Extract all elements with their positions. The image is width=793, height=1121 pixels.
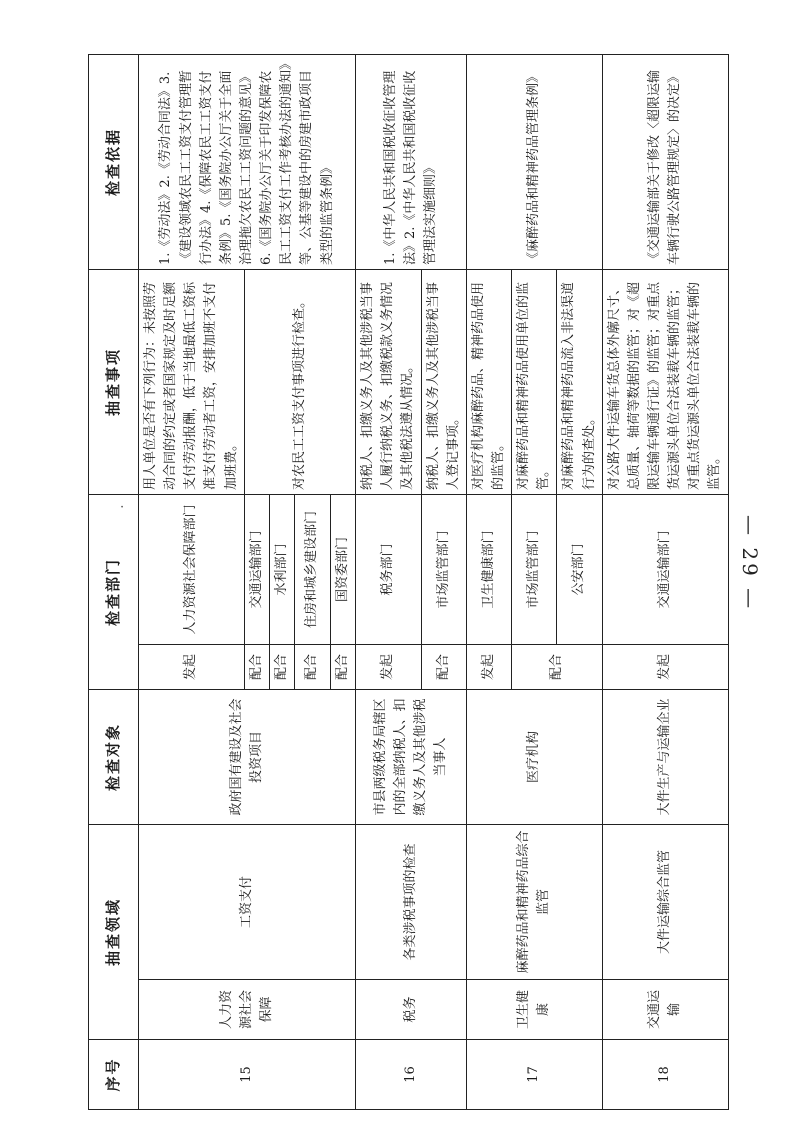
header-no: 序号: [89, 1040, 139, 1110]
role-cell: 配合: [512, 644, 603, 689]
category-cell: 交通运输: [602, 980, 728, 1040]
field-cell: 大件运输综合监管: [602, 824, 728, 979]
item-lead-cell: 纳税人、扣缴义务人及其他涉税当事人履行纳税义务、扣缴税款义务情况及其他税法遵从情况。: [356, 269, 421, 494]
item-lead-cell: 对公路大件运输车货总体外廓尺寸、总质量、轴荷等数据的监管；对《超限运输车辆通行证》的监管；对重点货运源头单位合法装载车辆的监管；对重点货运源头单位合法装载车辆的监管。: [602, 269, 728, 494]
table-row-17: [466, 54, 511, 1109]
role-cell: 配合: [244, 644, 269, 689]
category-cell: 税务: [356, 980, 467, 1040]
dept-cell: 市场监管部门: [512, 494, 557, 644]
role-cell: 发起: [139, 644, 245, 689]
header-row: [89, 54, 139, 1109]
category-cell: 卫生健康: [466, 980, 602, 1040]
role-cell: 配合: [294, 644, 330, 689]
table-row-18: [602, 54, 728, 1109]
role-cell: 配合: [269, 644, 294, 689]
role-cell: 配合: [421, 644, 466, 689]
row-number: 16: [356, 1040, 467, 1110]
object-cell: 大件生产与运输企业: [602, 689, 728, 824]
role-cell: 发起: [602, 644, 728, 689]
basis-cell: 《麻醉药品和精神药品管理条例》: [466, 54, 602, 269]
object-cell: 政府国有建设及社会投资项目: [139, 689, 356, 824]
dept-cell: 水利部门: [269, 494, 294, 644]
scan-dot: ·: [120, 500, 125, 515]
table-row-16: [356, 54, 421, 1109]
item-assist-cell: 对农民工工资支付事项进行检查。: [244, 269, 355, 494]
rotated-table-wrapper: [88, 55, 728, 1110]
dept-cell: 国资委部门: [330, 494, 355, 644]
row-number: 18: [602, 1040, 728, 1110]
basis-cell: 《交通运输部关于修改〈超限运输车辆行驶公路管理规定〉的决定》: [602, 54, 728, 269]
header-basis: 检查依据: [89, 54, 139, 269]
basis-cell: 1.《劳动法》2.《劳动合同法》3.《建设领域农民工工资支付管理暂行办法》4.《保障农民工工资支付条例》5.《国务院办公厅关于全面治理拖欠农民工工资问题的意见》6.《国务院办公厅关于印发保障农民工工资支付工作考核办法的通知》等、公基等建设中的房建市政项目类型的监管条例》: [139, 54, 356, 269]
inspection-table: [88, 54, 729, 1110]
field-cell: 工资支付: [139, 824, 356, 979]
category-cell: 人力资源社会保障: [139, 980, 356, 1040]
header-object: 检查对象: [89, 689, 139, 824]
basis-cell: 1.《中华人民共和国税收征收管理法》2.《中华人民共和国税收征收管理法实施细则》: [356, 54, 467, 269]
role-cell: 配合: [330, 644, 355, 689]
object-cell: 市县两级税务局辖区内的全部纳税人、扣缴义务人及其他涉税当事人: [356, 689, 467, 824]
field-cell: 各类涉税事项的检查: [356, 824, 467, 979]
page-number: — 29 —: [738, 515, 762, 612]
dept-cell: 交通运输部门: [244, 494, 269, 644]
dept-cell: 住房和城乡建设部门: [294, 494, 330, 644]
row-number: 15: [139, 1040, 356, 1110]
dept-cell: 税务部门: [356, 494, 421, 644]
item-lead-cell: 用人单位是否有下列行为：未按照劳动合同的约定或者国家规定及时足额支付劳动报酬，低于当地最低工资标准支付劳动者工资，安排加班不支付加班费。: [139, 269, 245, 494]
dept-cell: 人力资源社会保障部门: [139, 494, 245, 644]
item-assist-cell: 对麻醉药品和精神药品使用单位的监管。: [512, 269, 557, 494]
table-row-15: [139, 54, 245, 1109]
dept-cell: 市场监管部门: [421, 494, 466, 644]
header-field: 抽查领域: [89, 824, 139, 1039]
field-cell: 麻醉药品和精神药品综合监管: [466, 824, 602, 979]
row-number: 17: [466, 1040, 602, 1110]
item-assist-cell: 纳税人、扣缴义务人及其他涉税当事人登记事项。: [421, 269, 466, 494]
header-dept: 检查部门: [89, 494, 139, 689]
role-cell: 发起: [356, 644, 421, 689]
dept-cell: 卫生健康部门: [466, 494, 511, 644]
dept-cell: 交通运输部门: [602, 494, 728, 644]
object-cell: 医疗机构: [466, 689, 602, 824]
item-lead-cell: 对医疗机构麻醉药品、精神药品使用的监管。: [466, 269, 511, 494]
dept-cell: 公安部门: [557, 494, 602, 644]
role-cell: 发起: [466, 644, 511, 689]
item-assist-cell: 对麻醉药品和精神药品流入非法渠道行为的查处。: [557, 269, 602, 494]
header-item: 抽查事项: [89, 269, 139, 494]
